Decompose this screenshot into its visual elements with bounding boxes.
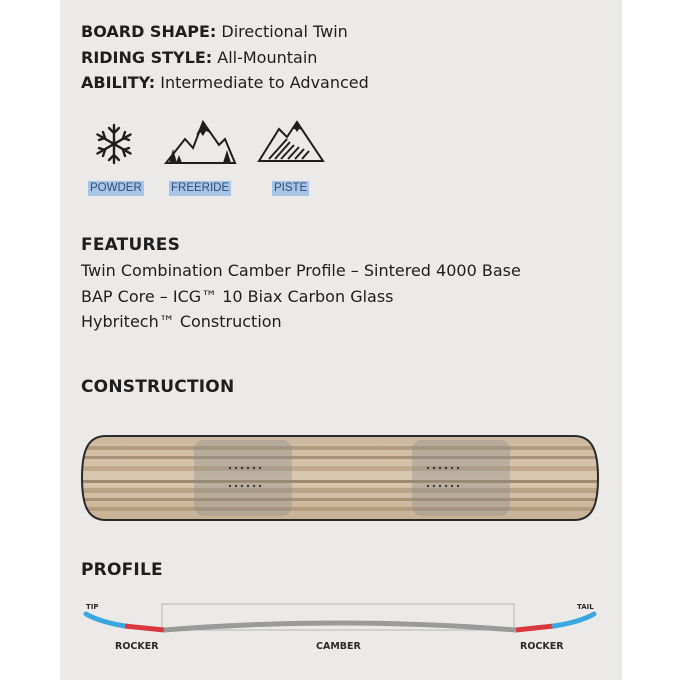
construction-heading: CONSTRUCTION <box>81 377 235 397</box>
spec-board-shape: BOARD SHAPE: Directional Twin <box>81 22 348 41</box>
rocker-right-label: ROCKER <box>520 641 564 652</box>
camber-profile-diagram <box>80 600 600 640</box>
snowflake-icon <box>92 122 136 166</box>
profile-heading: PROFILE <box>81 560 163 580</box>
feature-item: Twin Combination Camber Profile – Sintered 4000 Base <box>81 261 521 280</box>
piste-icon <box>257 119 325 163</box>
rocker-left-label: ROCKER <box>115 641 159 652</box>
terrain-label-freeride: FREERIDE <box>171 182 230 194</box>
mountain-icon <box>163 119 237 165</box>
tail-label: TAIL <box>577 603 594 611</box>
snowboard-core-illustration <box>80 428 600 528</box>
tip-label: TIP <box>86 603 99 611</box>
terrain-label-powder: POWDER <box>90 182 142 194</box>
spec-ability: ABILITY: Intermediate to Advanced <box>81 73 369 92</box>
spec-riding-style: RIDING STYLE: All-Mountain <box>81 48 318 67</box>
terrain-label-piste: PISTE <box>274 182 308 194</box>
features-heading: FEATURES <box>81 235 181 255</box>
feature-item: BAP Core – ICG™ 10 Biax Carbon Glass <box>81 287 394 306</box>
camber-label: CAMBER <box>316 641 361 652</box>
feature-item: Hybritech™ Construction <box>81 312 282 331</box>
